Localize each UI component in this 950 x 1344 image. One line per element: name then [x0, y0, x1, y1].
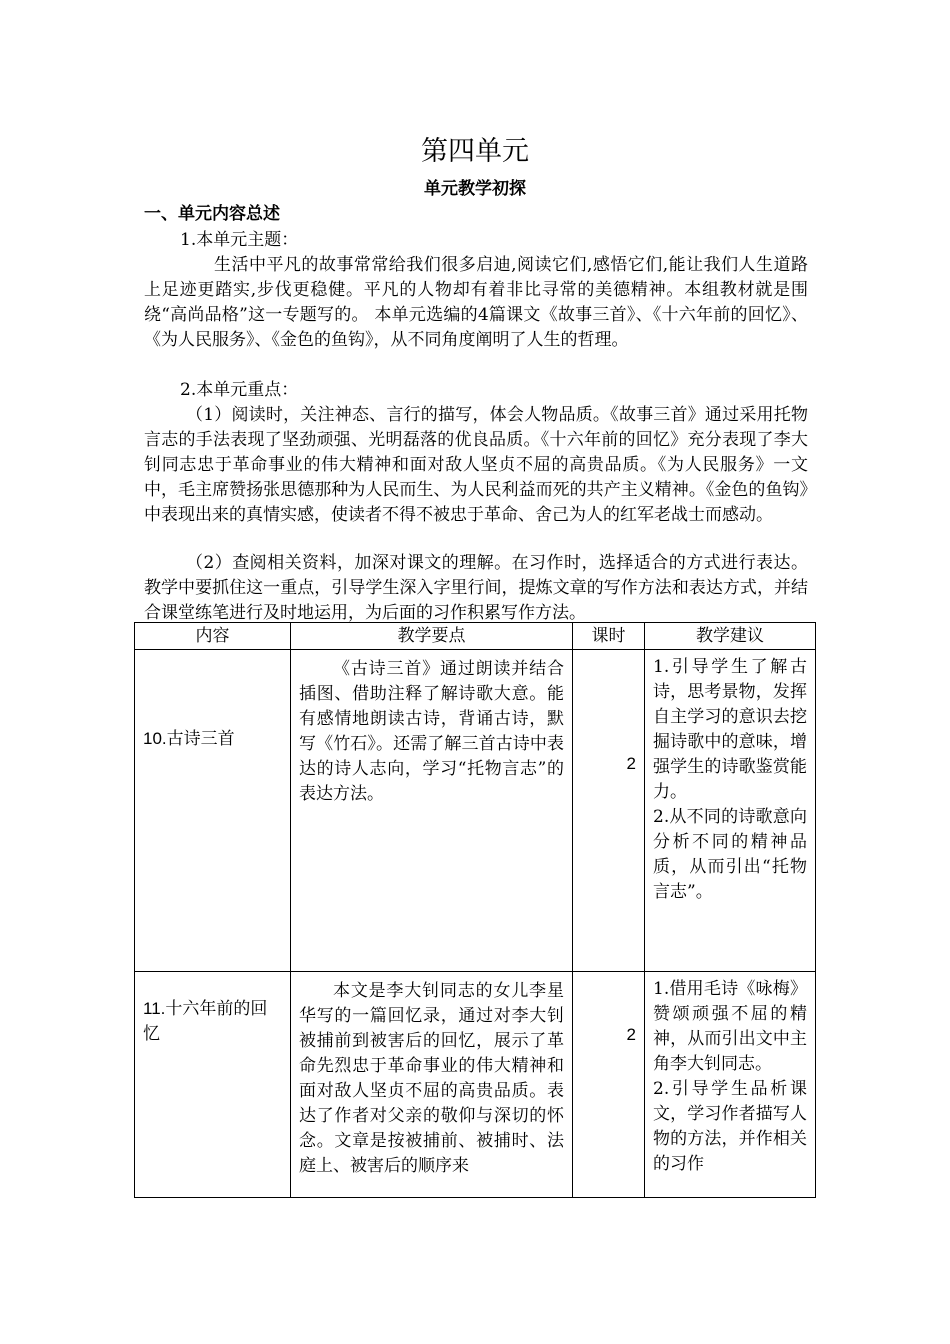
row-hours [573, 650, 645, 972]
row-key-points [291, 650, 573, 972]
row-content [135, 650, 291, 972]
lesson-plan-table [134, 622, 816, 1198]
table-header-row [135, 623, 816, 650]
hours-value: 2 [626, 1025, 636, 1044]
key-points-text: 《古诗三首》通过朗读并结合插图、借助注释了解诗歌大意。能有感情地朗读古诗，背诵古诗，默写《竹石》。还需了解三首古诗中表达的诗人志向，学习“托物言志”的表达方法。 [299, 659, 564, 804]
header-content: 内容 [135, 623, 291, 650]
header-hours: 课时 [573, 623, 645, 650]
table-row [135, 650, 816, 972]
hours-value: 2 [626, 754, 636, 773]
key-points-text: 本文是李大钊同志的女儿李星华写的一篇回忆录，通过对李大钊被捕前到被害后的回忆，展示了革命先烈忠于革命事业的伟大精神和面对敌人坚贞不屈的高贵品质。表达了作者对父亲的敬仰与深切的怀念。文章是按被捕前、被捕时、法庭上、被害后的顺序来 [299, 981, 564, 1176]
focus-paragraph-1: （1）阅读时，关注神态、言行的描写，体会人物品质。《故事三首》通过采用托物言志的手法表现了坚劲顽强、光明磊落的优良品质。《十六年前的回忆》充分表现了李大钊同志忠于革命事业的伟大精神和面对敌人坚贞不屈的高贵品质。《为人民服务》一文中，毛主席赞扬张思德那种为人民而生、为人民利益而死的共产主义精神。《金色的鱼钩》中表现出来的真情实感，使读者不得不被忠于革命、舍己为人的红军老战士而感动。 [144, 405, 808, 525]
suggestion-item: 1.引导学生了解古诗，思考景物，发挥自主学习的意识去挖掘诗歌中的意味，增强学生的诗歌鉴赏能力。 [653, 657, 807, 802]
lesson-name: 11.十六年前的回忆 [143, 999, 268, 1043]
row-key-points [291, 972, 573, 1198]
suggestion-item: 2.引导学生品析课文，学习作者描写人物的方法，并作相关的习作 [653, 1079, 807, 1174]
theme-label: 1.本单元主题： [180, 230, 299, 250]
focus-paragraph-2: （2）查阅相关资料，加深对课文的理解。在习作时，选择适合的方式进行表达。教学中要抓住这一重点，引导学生深入字里行间，提炼文章的写作方法和表达方式，并结合课堂练笔进行及时地运用，为后面的习作积累写作方法。 [144, 553, 808, 623]
row-content [135, 972, 291, 1198]
theme-paragraph: 生活中平凡的故事常常给我们很多启迪,阅读它们,感悟它们,能让我们人生道路上足迹更踏实,步伐更稳健。平凡的人物却有着非比寻常的美德精神。本组教材就是围绕“高尚品格”这一专题写的。 本单元选编的4篇课文《故事三首》、《十六年前的回忆》、《为人民服务》、《金色的鱼钩》，从不同角度阐明了人生的哲理。 [144, 255, 808, 350]
row-suggestions [645, 650, 816, 972]
header-suggestions: 教学建议 [645, 623, 816, 650]
header-key-points: 教学要点 [291, 623, 573, 650]
unit-subtitle: 单元教学初探 [424, 179, 526, 199]
lesson-name: 10.古诗三首 [143, 729, 235, 748]
row-hours [573, 972, 645, 1198]
suggestion-item: 1.借用毛诗《咏梅》赞颂顽强不屈的精神，从而引出文中主角李大钊同志。 [653, 979, 807, 1074]
row-suggestions [645, 972, 816, 1198]
unit-title: 第四单元 [421, 136, 529, 167]
table-row [135, 972, 816, 1198]
suggestion-item: 2.从不同的诗歌意向分析不同的精神品质，从而引出“托物言志”。 [653, 807, 807, 902]
section-heading: 一、单元内容总述 [144, 204, 280, 224]
focus-label: 2.本单元重点： [180, 380, 299, 400]
